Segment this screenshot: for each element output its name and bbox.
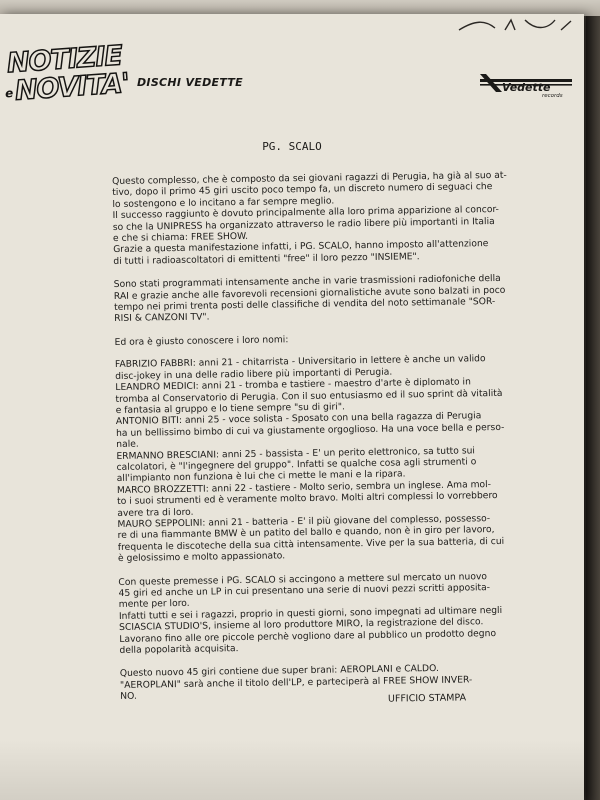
logo-line-notizie: NOTIZIE (5, 40, 123, 80)
paragraph-members: FABRIZIO FABBRI: anni 21 - chitarrista - Universitario in lettere è anche un valido disc-jokey in una delle radio libere più importanti di Perugia. LEANDRO MEDICI: anni 21 - tromba e tastiere - maestro d'arte è diplomato in tromba al Conservatorio di Perugia. Con il suo entusiasmo ed il suo sprint dà vitalità e fantasia al gruppo e lo tiene sempre "su di giri". ANTONIO BITI: anni 25 - voce solista - Sposato con una bella ragazza di Perugia ha un bellissimo bimbo di cui va giustamente orgoglioso. Ha una voce bella e perso- nale. ERMANNO BRESCIANI: anni 25 - bassista - E' un perito elettronico, sa tutto sui calcolatori, è "l'ingegnere del gruppo". Infatti se qualche cosa agli strumenti o all'impianto non funziona è lui che ci mette le mani e la ripara. MARCO BROZZETTI: anni 22 - tastiere - Molto serio, sembra un inglese. Ama mol- to i suoi strumenti ed è veramente molto bravo. Molti altri complessi lo vorrebbero avere tra di loro. MAURO SEPPOLINI: anni 21 - batteria - E' il più giovane del complesso, possesso- re di una fiammante BMW è un patito del ballo e quando, non è in giro per lavoro, frequenta le discoteche della sua città intensamente. Vive per la sua batteria, di cui è gelosissimo e molto appassionato. (114, 353, 505, 565)
paragraph-names-intro: Ed ora è giusto conoscere i loro nomi: (114, 334, 289, 348)
paragraph-single: Questo nuovo 45 giri contiene due super brani: AEROPLANI e CALDO. "AEROPLANI" sarà anche il titolo dell'LP, e parteciperà al FREE SHOW INVER- NO. (119, 663, 473, 703)
paragraph-intro: Questo complesso, che è composto da sei giovani ragazzi di Perugia, ha già al suo at- tivo, dopo il primo 45 giri uscito poco tempo fa, un discreto numero di seguaci che lo sostengono e lo incitano a far sempre meglio. Il successo raggiunto è dovuto principalmente alla loro prima apparizione al concor- so che la UNIPRESS ha organizzato attraverso le radio libere più importanti in Italia e che si chiama: FREE SHOW. Grazie a questa manifestazione infatti, i PG. SCALO, hanno imposto all'attenzione di tutti i radioascoltatori di emittenti "free" il loro pezzo "INSIEME". (112, 169, 507, 267)
binder-edge (586, 0, 600, 800)
logo-conjunction: e (4, 85, 14, 101)
signature-ufficio-stampa: UFFICIO STAMPA (387, 692, 467, 705)
document-title: PG. SCALO (262, 140, 322, 153)
brand-sub: records (542, 93, 563, 98)
press-release-body (112, 170, 515, 715)
letterhead-label: DISCHI VEDETTE (137, 76, 243, 89)
vedette-records-logo (478, 70, 574, 98)
paragraph-new-release: Con queste premesse i PG. SCALO si accingono a mettere sul mercato un nuovo 45 giri ed anche un LP in cui presentano una serie di nuovi pezzi scritti apposita- mente per loro. Infatti tutti e sei i ragazzi, proprio in questi giorni, sono impegnati ad ultimare negli SCIASCIA STUDIO'S, insieme al loro produttore MIRO, la registrazione del disco. Lavorano fino alle ore piccole perchè vogliono dare al pubblico un prodotto degno della popolarità acquisita. (118, 570, 503, 656)
paper-shading (0, 740, 584, 800)
notizie-novita-logo (2, 36, 137, 108)
paragraph-rai: Sono stati programmati intensamente anche in varie trasmissioni radiofoniche della RAI e grazie anche alle favorevoli recensioni giornalistiche avute sono balzati in poco tempo nei primi trenta posti delle classifiche di vendita del noto settimanale "SOR- RISI & CANZONI TV". (113, 273, 506, 325)
logo-line-novita: NOVITA' (13, 67, 130, 107)
brand-name: Vedette (502, 81, 551, 94)
